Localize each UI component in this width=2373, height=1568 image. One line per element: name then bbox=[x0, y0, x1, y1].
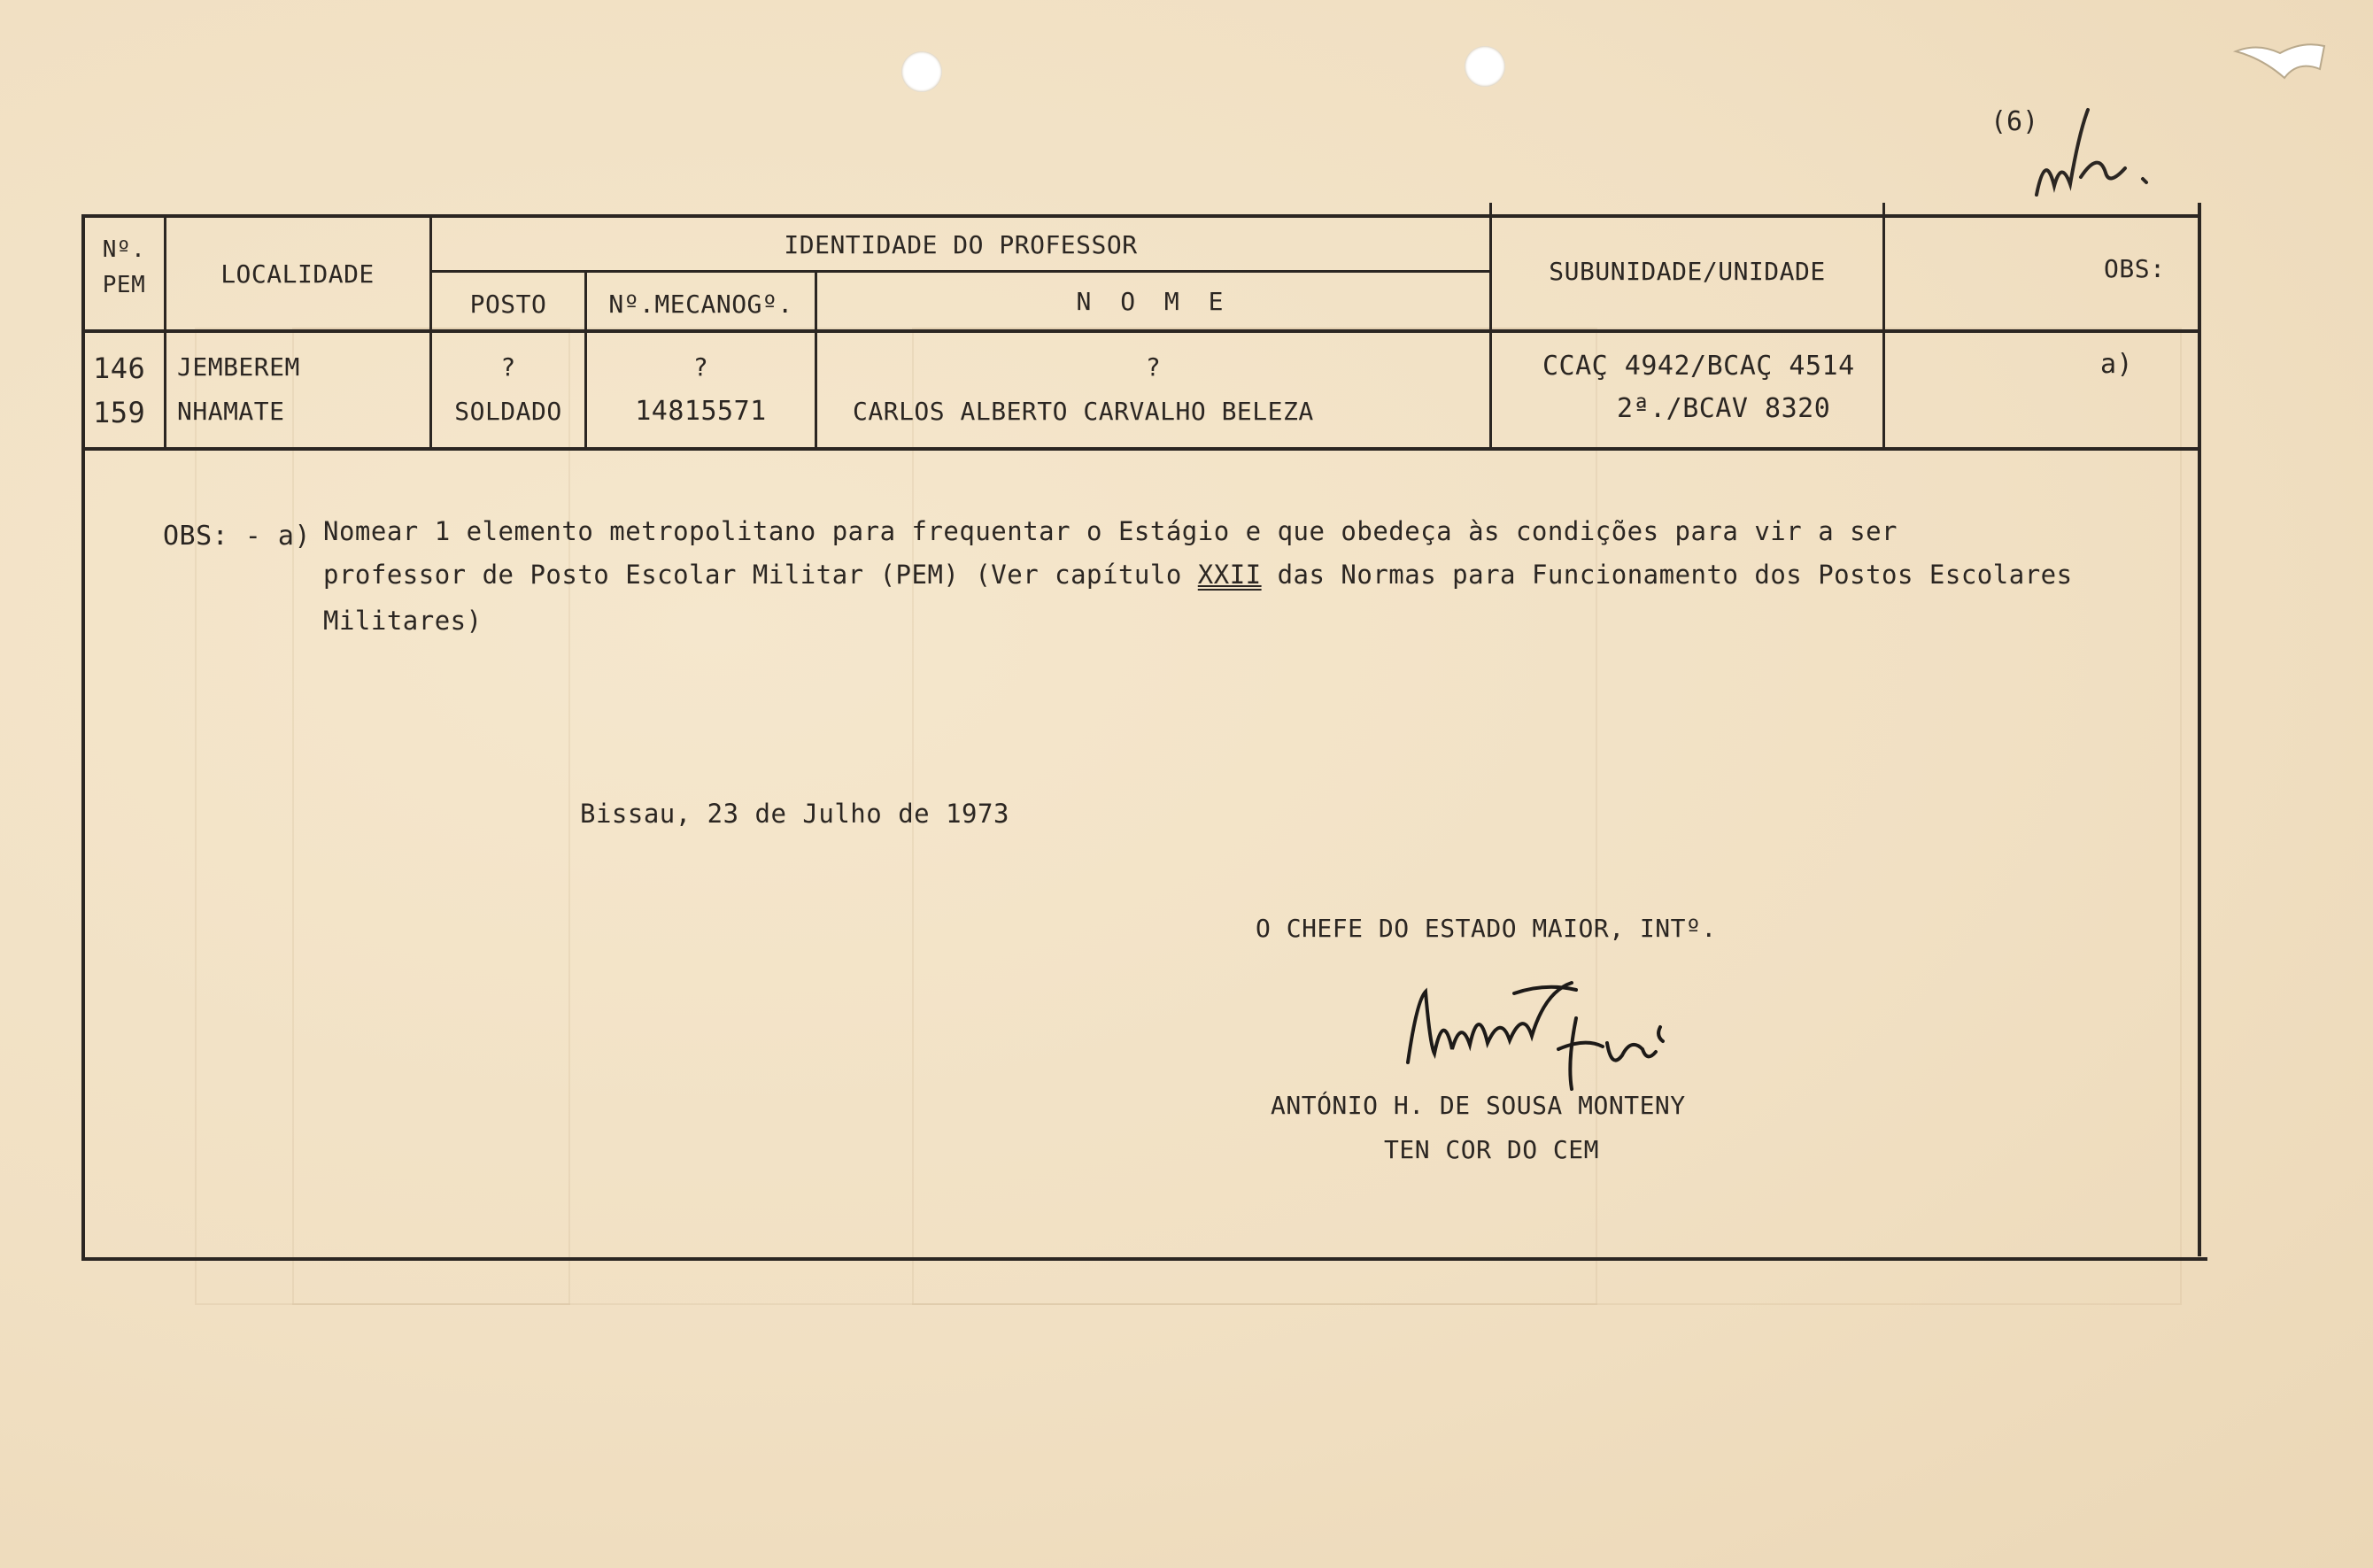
frame-left-border bbox=[81, 214, 85, 1261]
place-date: Bissau, 23 de Julho de 1973 bbox=[580, 799, 1009, 829]
row2-mecanografico: 14815571 bbox=[635, 396, 767, 427]
row1-localidade: JEMBEREM bbox=[177, 352, 300, 382]
row1-posto: ? bbox=[500, 352, 516, 382]
row1-obs: a) bbox=[2100, 349, 2134, 380]
row1-subunidade: CCAÇ 4942/BCAÇ 4514 bbox=[1542, 351, 1855, 382]
header-subunidade: SUBUNIDADE/UNIDADE bbox=[1549, 257, 1826, 286]
column-divider-num bbox=[164, 214, 166, 450]
notes-chapter-ref: XXII bbox=[1197, 560, 1262, 590]
row1-mecanografico: ? bbox=[692, 352, 709, 382]
column-divider-subunidade bbox=[1882, 203, 1885, 450]
notes-line3: Militares) bbox=[323, 606, 483, 636]
notes-line1: Nomear 1 elemento metropolitano para frequentar o Estágio e que obedeça às condições para vir a ser bbox=[323, 516, 1898, 546]
header-num-line1: Nº. bbox=[102, 236, 146, 263]
header-obs: OBS: bbox=[2104, 254, 2166, 283]
signatory-name: ANTÓNIO H. DE SOUSA MONTENY bbox=[1271, 1091, 1686, 1120]
notes-line2 bbox=[323, 560, 2073, 590]
header-identidade: IDENTIDADE DO PROFESSOR bbox=[784, 230, 1138, 259]
column-divider-nome bbox=[1489, 203, 1492, 450]
row2-localidade: NHAMATE bbox=[177, 397, 285, 426]
header-posto: POSTO bbox=[469, 290, 547, 319]
row2-subunidade: 2ª./BCAV 8320 bbox=[1617, 393, 1831, 424]
page-number: (6) bbox=[1990, 106, 2039, 137]
header-mecanografico: Nº.MECANOGº. bbox=[608, 290, 793, 319]
handwritten-signature-icon bbox=[1390, 965, 1709, 1107]
row2-posto: SOLDADO bbox=[454, 397, 562, 426]
row1-nome: ? bbox=[1145, 352, 1162, 382]
row2-num: 159 bbox=[93, 396, 146, 429]
header-nome: N O M E bbox=[1076, 287, 1231, 316]
header-localidade: LOCALIDADE bbox=[220, 259, 375, 289]
torn-corner-icon bbox=[2231, 34, 2329, 87]
header-num-line2: PEM bbox=[102, 272, 146, 298]
notes-line2-start: professor de Posto Escolar Militar (PEM) (Ver capítulo bbox=[323, 560, 1182, 590]
notes-prefix: OBS: - a) bbox=[163, 521, 312, 552]
punch-hole-right bbox=[1465, 46, 1505, 87]
signatory-rank: TEN COR DO CEM bbox=[1384, 1135, 1600, 1164]
frame-right-border bbox=[2198, 203, 2201, 1256]
row1-num: 146 bbox=[93, 351, 146, 385]
row2-nome: CARLOS ALBERTO CARVALHO BELEZA bbox=[853, 397, 1314, 426]
table-identity-subline bbox=[431, 270, 1489, 273]
notes-line2-end: das Normas para Funcionamento dos Postos Escolares bbox=[1277, 560, 2073, 590]
signatory-title: O CHEFE DO ESTADO MAIOR, INTº. bbox=[1256, 914, 1717, 943]
punch-hole-left bbox=[901, 51, 942, 92]
header-num bbox=[85, 232, 163, 303]
handwritten-initials-icon bbox=[2028, 97, 2178, 204]
bleed-through-column bbox=[292, 328, 570, 1305]
frame-bottom-border bbox=[84, 1257, 2207, 1261]
